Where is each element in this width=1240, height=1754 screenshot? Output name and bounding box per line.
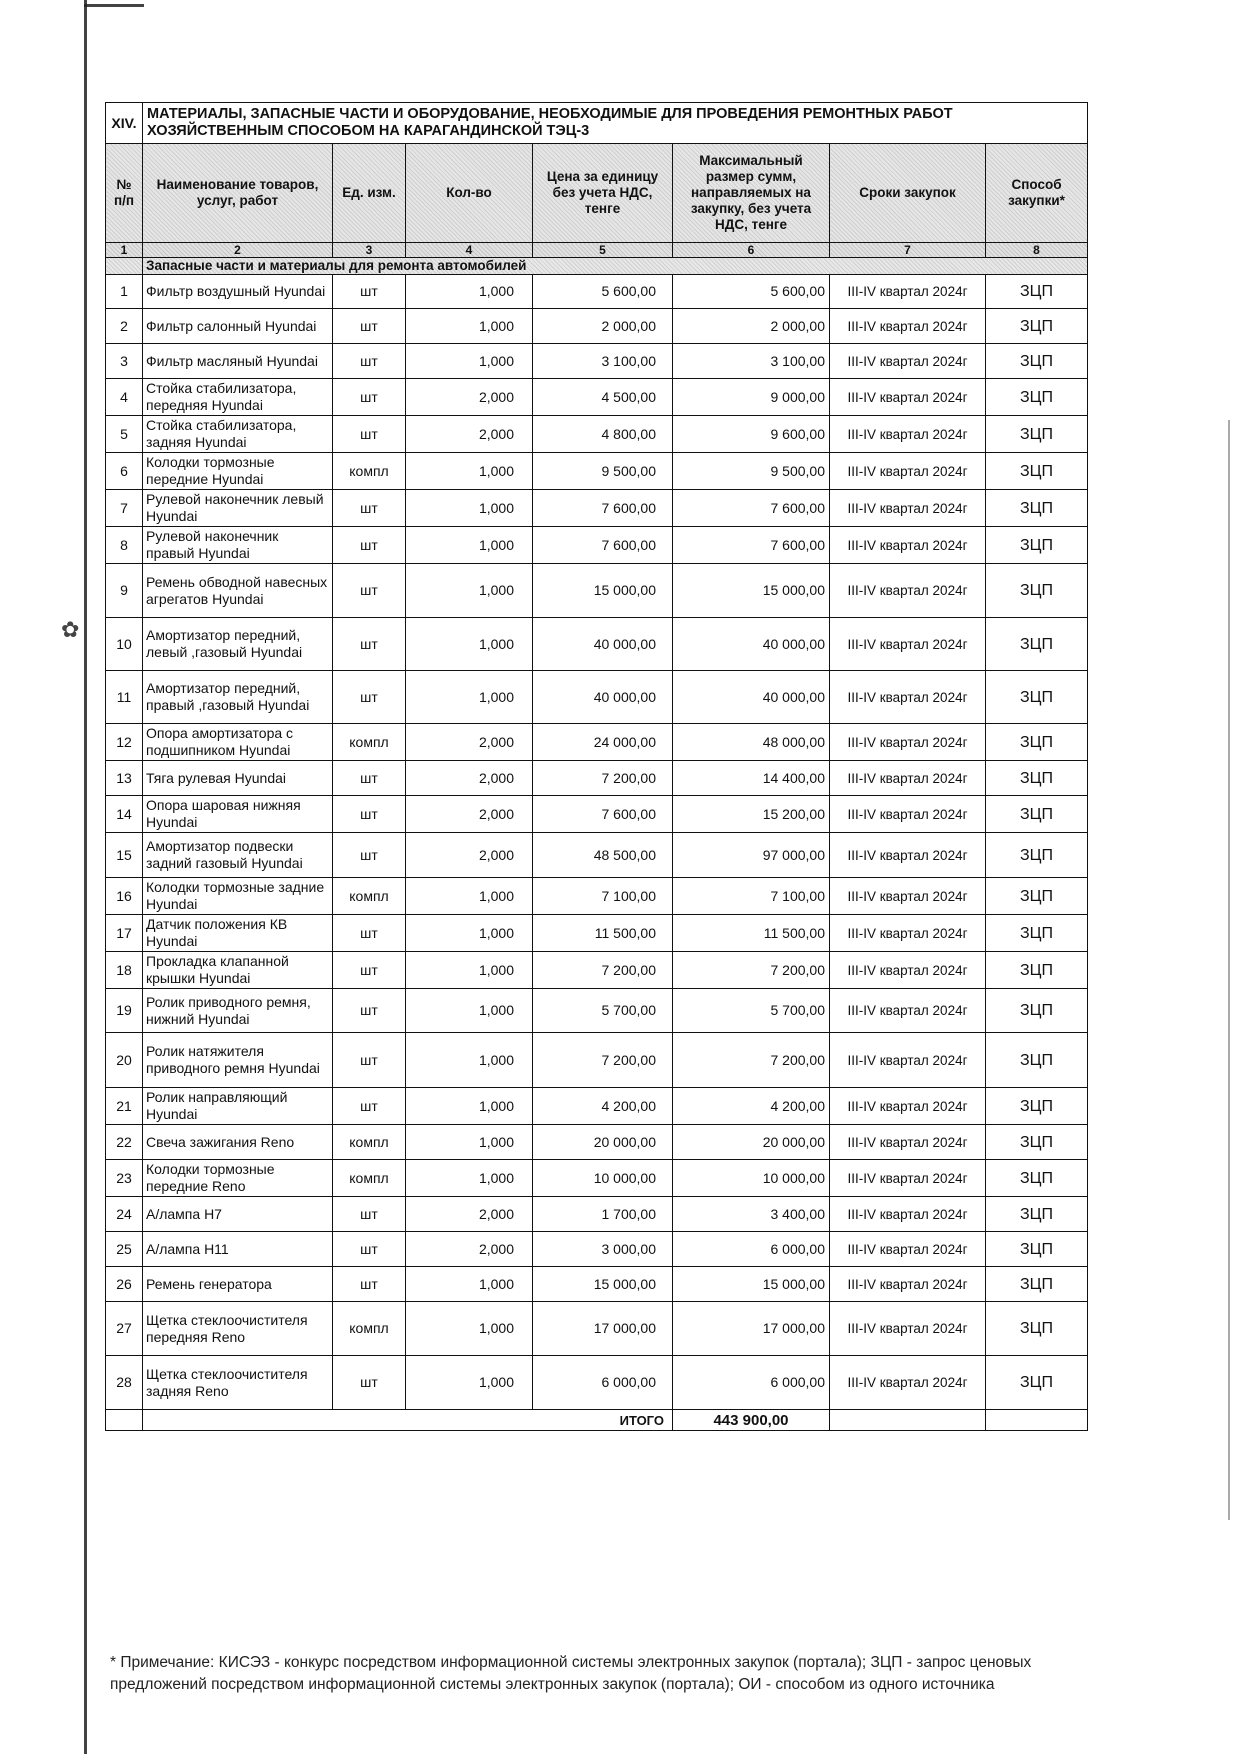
procurement-method: ЗЦП: [986, 915, 1088, 952]
column-number: 7: [830, 243, 986, 258]
section-number: XIV.: [106, 103, 143, 144]
procurement-term: III-IV квартал 2024г: [830, 618, 986, 671]
unit-price: 4 200,00: [533, 1088, 673, 1125]
table-row: [106, 952, 1088, 989]
unit: шт: [333, 1033, 406, 1088]
quantity: 1,000: [406, 309, 533, 344]
row-number: 7: [106, 490, 143, 527]
unit: шт: [333, 989, 406, 1033]
procurement-term: III-IV квартал 2024г: [830, 490, 986, 527]
quantity: 1,000: [406, 1267, 533, 1302]
item-name: Свеча зажигания Reno: [143, 1125, 333, 1160]
row-number: 22: [106, 1125, 143, 1160]
unit-price: 4 500,00: [533, 379, 673, 416]
unit-price: 7 600,00: [533, 796, 673, 833]
item-name: Амортизатор передний, левый ,газовый Hyundai: [143, 618, 333, 671]
max-sum: 97 000,00: [673, 833, 830, 878]
procurement-method: ЗЦП: [986, 878, 1088, 915]
unit: шт: [333, 671, 406, 724]
column-number: 1: [106, 243, 143, 258]
max-sum: 7 600,00: [673, 527, 830, 564]
row-number: 20: [106, 1033, 143, 1088]
unit-price: 20 000,00: [533, 1125, 673, 1160]
item-name: Фильтр салонный Hyundai: [143, 309, 333, 344]
column-number: 6: [673, 243, 830, 258]
quantity: 2,000: [406, 1197, 533, 1232]
total-spacer: [106, 1410, 143, 1431]
item-name: Ролик приводного ремня, нижний Hyundai: [143, 989, 333, 1033]
quantity: 1,000: [406, 952, 533, 989]
item-name: Рулевой наконечник левый Hyundai: [143, 490, 333, 527]
procurement-method: ЗЦП: [986, 564, 1088, 618]
unit-price: 2 000,00: [533, 309, 673, 344]
quantity: 2,000: [406, 416, 533, 453]
procurement-term: III-IV квартал 2024г: [830, 989, 986, 1033]
header-no: № п/п: [106, 144, 143, 243]
quantity: 1,000: [406, 671, 533, 724]
table-row: [106, 344, 1088, 379]
procurement-method: ЗЦП: [986, 952, 1088, 989]
procurement-term: III-IV квартал 2024г: [830, 1160, 986, 1197]
table-row: [106, 379, 1088, 416]
max-sum: 5 600,00: [673, 275, 830, 309]
max-sum: 4 200,00: [673, 1088, 830, 1125]
row-number: 10: [106, 618, 143, 671]
item-name: Амортизатор передний, правый ,газовый Hyundai: [143, 671, 333, 724]
max-sum: 40 000,00: [673, 618, 830, 671]
procurement-term: III-IV квартал 2024г: [830, 1033, 986, 1088]
quantity: 1,000: [406, 1125, 533, 1160]
max-sum: 9 500,00: [673, 453, 830, 490]
procurement-term: III-IV квартал 2024г: [830, 527, 986, 564]
row-number: 25: [106, 1232, 143, 1267]
item-name: Прокладка клапанной крышки Hyundai: [143, 952, 333, 989]
column-header-row: [106, 144, 1088, 243]
row-number: 1: [106, 275, 143, 309]
unit: компл: [333, 1302, 406, 1356]
table-row: [106, 490, 1088, 527]
max-sum: 6 000,00: [673, 1232, 830, 1267]
table-row: [106, 1356, 1088, 1410]
row-number: 11: [106, 671, 143, 724]
unit-price: 3 000,00: [533, 1232, 673, 1267]
table-row: [106, 416, 1088, 453]
procurement-term: III-IV квартал 2024г: [830, 952, 986, 989]
max-sum: 9 000,00: [673, 379, 830, 416]
item-name: Колодки тормозные передние Hyundai: [143, 453, 333, 490]
section-header-row: [106, 103, 1088, 144]
procurement-method: ЗЦП: [986, 989, 1088, 1033]
unit: шт: [333, 416, 406, 453]
item-name: Щетка стеклоочистителя передняя Reno: [143, 1302, 333, 1356]
quantity: 1,000: [406, 453, 533, 490]
table-row: [106, 1267, 1088, 1302]
quantity: 1,000: [406, 1302, 533, 1356]
procurement-method: ЗЦП: [986, 671, 1088, 724]
quantity: 1,000: [406, 1160, 533, 1197]
quantity: 2,000: [406, 379, 533, 416]
unit-price: 11 500,00: [533, 915, 673, 952]
total-value: 443 900,00: [673, 1410, 830, 1431]
quantity: 2,000: [406, 724, 533, 761]
row-number: 2: [106, 309, 143, 344]
header-price: Цена за единицу без учета НДС, тенге: [533, 144, 673, 243]
row-number: 12: [106, 724, 143, 761]
procurement-term: III-IV квартал 2024г: [830, 1088, 986, 1125]
header-sum: Максимальный размер сумм, направляемых на закупку, без учета НДС, тенге: [673, 144, 830, 243]
procurement-term: III-IV квартал 2024г: [830, 796, 986, 833]
procurement-method: ЗЦП: [986, 1302, 1088, 1356]
procurement-method: ЗЦП: [986, 1356, 1088, 1410]
max-sum: 40 000,00: [673, 671, 830, 724]
unit: шт: [333, 527, 406, 564]
quantity: 1,000: [406, 878, 533, 915]
item-name: Тяга рулевая Hyundai: [143, 761, 333, 796]
item-name: Колодки тормозные передние Reno: [143, 1160, 333, 1197]
column-number-row: [106, 243, 1088, 258]
table-row: [106, 275, 1088, 309]
max-sum: 48 000,00: [673, 724, 830, 761]
quantity: 1,000: [406, 915, 533, 952]
unit: шт: [333, 1232, 406, 1267]
row-number: 6: [106, 453, 143, 490]
item-name: Ролик натяжителя приводного ремня Hyundai: [143, 1033, 333, 1088]
unit-price: 7 200,00: [533, 1033, 673, 1088]
procurement-method: ЗЦП: [986, 1088, 1088, 1125]
max-sum: 10 000,00: [673, 1160, 830, 1197]
item-name: Опора амортизатора с подшипником Hyundai: [143, 724, 333, 761]
procurement-method: ЗЦП: [986, 1197, 1088, 1232]
unit-price: 5 600,00: [533, 275, 673, 309]
unit-price: 48 500,00: [533, 833, 673, 878]
table-row: [106, 1125, 1088, 1160]
unit-price: 40 000,00: [533, 618, 673, 671]
procurement-method: ЗЦП: [986, 1160, 1088, 1197]
unit-price: 15 000,00: [533, 564, 673, 618]
procurement-method: ЗЦП: [986, 344, 1088, 379]
unit-price: 10 000,00: [533, 1160, 673, 1197]
row-number: 14: [106, 796, 143, 833]
footnote: * Примечание: КИСЭЗ - конкурс посредством информационной системы электронных закупок (портала); ЗЦП - запрос ценовых предложений посредством информационной системы электронных закупок (портала); ОИ - способом из одного источника: [110, 1654, 1032, 1693]
unit-price: 1 700,00: [533, 1197, 673, 1232]
table-row: [106, 833, 1088, 878]
scan-edge-top: [84, 4, 144, 7]
item-name: Фильтр масляный Hyundai: [143, 344, 333, 379]
unit: шт: [333, 618, 406, 671]
procurement-term: III-IV квартал 2024г: [830, 564, 986, 618]
quantity: 1,000: [406, 527, 533, 564]
row-number: 18: [106, 952, 143, 989]
unit-price: 9 500,00: [533, 453, 673, 490]
procurement-method: ЗЦП: [986, 833, 1088, 878]
max-sum: 2 000,00: [673, 309, 830, 344]
table-row: [106, 1160, 1088, 1197]
total-row: [106, 1410, 1088, 1431]
table-body: [106, 275, 1088, 1410]
row-number: 24: [106, 1197, 143, 1232]
max-sum: 7 200,00: [673, 952, 830, 989]
scan-edge-left: [84, 0, 87, 1754]
max-sum: 14 400,00: [673, 761, 830, 796]
unit: шт: [333, 833, 406, 878]
unit-price: 5 700,00: [533, 989, 673, 1033]
procurement-method: ЗЦП: [986, 453, 1088, 490]
quantity: 2,000: [406, 796, 533, 833]
unit-price: 15 000,00: [533, 1267, 673, 1302]
item-name: Ролик направляющий Hyundai: [143, 1088, 333, 1125]
unit: шт: [333, 1197, 406, 1232]
max-sum: 3 100,00: [673, 344, 830, 379]
item-name: Опора шаровая нижняя Hyundai: [143, 796, 333, 833]
unit-price: 17 000,00: [533, 1302, 673, 1356]
unit: компл: [333, 1125, 406, 1160]
procurement-method: ЗЦП: [986, 309, 1088, 344]
row-number: 27: [106, 1302, 143, 1356]
procurement-term: III-IV квартал 2024г: [830, 1302, 986, 1356]
procurement-term: III-IV квартал 2024г: [830, 453, 986, 490]
procurement-term: III-IV квартал 2024г: [830, 275, 986, 309]
procurement-term: III-IV квартал 2024г: [830, 379, 986, 416]
quantity: 1,000: [406, 490, 533, 527]
unit-price: 7 100,00: [533, 878, 673, 915]
table-row: [106, 1033, 1088, 1088]
quantity: 2,000: [406, 1232, 533, 1267]
max-sum: 7 600,00: [673, 490, 830, 527]
unit-price: 7 600,00: [533, 527, 673, 564]
unit-price: 7 600,00: [533, 490, 673, 527]
table-row: [106, 915, 1088, 952]
max-sum: 15 200,00: [673, 796, 830, 833]
unit-price: 7 200,00: [533, 952, 673, 989]
column-number: 5: [533, 243, 673, 258]
item-name: Фильтр воздушный Hyundai: [143, 275, 333, 309]
unit: компл: [333, 453, 406, 490]
table-row: [106, 527, 1088, 564]
unit: шт: [333, 952, 406, 989]
procurement-term: III-IV квартал 2024г: [830, 761, 986, 796]
unit: компл: [333, 1160, 406, 1197]
max-sum: 9 600,00: [673, 416, 830, 453]
row-number: 8: [106, 527, 143, 564]
max-sum: 6 000,00: [673, 1356, 830, 1410]
unit-price: 3 100,00: [533, 344, 673, 379]
unit: компл: [333, 878, 406, 915]
procurement-method: ЗЦП: [986, 1232, 1088, 1267]
procurement-term: III-IV квартал 2024г: [830, 1232, 986, 1267]
procurement-method: ЗЦП: [986, 416, 1088, 453]
margin-scribble-icon: ✿: [61, 617, 80, 642]
item-name: Колодки тормозные задние Hyundai: [143, 878, 333, 915]
header-method: Способ закупки*: [986, 144, 1088, 243]
table-row: [106, 564, 1088, 618]
quantity: 1,000: [406, 989, 533, 1033]
row-number: 15: [106, 833, 143, 878]
unit: шт: [333, 1356, 406, 1410]
column-number: 4: [406, 243, 533, 258]
procurement-method: ЗЦП: [986, 1125, 1088, 1160]
table-row: [106, 1088, 1088, 1125]
total-empty-method: [986, 1410, 1088, 1431]
procurement-method: ЗЦП: [986, 490, 1088, 527]
table-row: [106, 453, 1088, 490]
item-name: Щетка стеклоочистителя задняя Reno: [143, 1356, 333, 1410]
procurement-method: ЗЦП: [986, 761, 1088, 796]
unit: шт: [333, 1088, 406, 1125]
table-row: [106, 1197, 1088, 1232]
unit-price: 7 200,00: [533, 761, 673, 796]
unit-price: 4 800,00: [533, 416, 673, 453]
quantity: 2,000: [406, 833, 533, 878]
item-name: Амортизатор подвески задний газовый Hyundai: [143, 833, 333, 878]
unit-price: 24 000,00: [533, 724, 673, 761]
quantity: 1,000: [406, 344, 533, 379]
row-number: 4: [106, 379, 143, 416]
unit: шт: [333, 761, 406, 796]
procurement-method: ЗЦП: [986, 379, 1088, 416]
row-number: 21: [106, 1088, 143, 1125]
procurement-method: ЗЦП: [986, 796, 1088, 833]
item-name: Ремень генератора: [143, 1267, 333, 1302]
procurement-method: ЗЦП: [986, 724, 1088, 761]
procurement-method: ЗЦП: [986, 275, 1088, 309]
procurement-term: III-IV квартал 2024г: [830, 344, 986, 379]
table-row: [106, 309, 1088, 344]
item-name: Рулевой наконечник правый Hyundai: [143, 527, 333, 564]
table-row: [106, 1302, 1088, 1356]
row-number: 13: [106, 761, 143, 796]
table-row: [106, 761, 1088, 796]
quantity: 1,000: [406, 618, 533, 671]
section-title: МАТЕРИАЛЫ, ЗАПАСНЫЕ ЧАСТИ И ОБОРУДОВАНИЕ, НЕОБХОДИМЫЕ ДЛЯ ПРОВЕДЕНИЯ РЕМОНТНЫХ РАБОТ ХОЗЯЙСТВЕННЫМ СПОСОБОМ НА КАРАГАНДИНСКОЙ ТЭЦ-3: [143, 103, 1088, 144]
row-number: 26: [106, 1267, 143, 1302]
group-spacer: [106, 258, 143, 275]
header-qty: Кол-во: [406, 144, 533, 243]
unit-price: 6 000,00: [533, 1356, 673, 1410]
procurement-term: III-IV квартал 2024г: [830, 309, 986, 344]
unit: шт: [333, 915, 406, 952]
column-number: 2: [143, 243, 333, 258]
procurement-term: III-IV квартал 2024г: [830, 1267, 986, 1302]
quantity: 1,000: [406, 1088, 533, 1125]
scan-edge-right: [1228, 420, 1230, 1520]
quantity: 1,000: [406, 275, 533, 309]
quantity: 1,000: [406, 564, 533, 618]
header-term: Сроки закупок: [830, 144, 986, 243]
unit: шт: [333, 379, 406, 416]
table-row: [106, 1232, 1088, 1267]
unit: шт: [333, 564, 406, 618]
max-sum: 7 200,00: [673, 1033, 830, 1088]
table-row: [106, 989, 1088, 1033]
quantity: 1,000: [406, 1356, 533, 1410]
unit-price: 40 000,00: [533, 671, 673, 724]
max-sum: 7 100,00: [673, 878, 830, 915]
item-name: Стойка стабилизатора, передняя Hyundai: [143, 379, 333, 416]
item-name: А/лампа Н11: [143, 1232, 333, 1267]
group-header-row: [106, 258, 1088, 275]
unit: шт: [333, 1267, 406, 1302]
row-number: 5: [106, 416, 143, 453]
item-name: Ремень обводной навесных агрегатов Hyundai: [143, 564, 333, 618]
row-number: 17: [106, 915, 143, 952]
row-number: 9: [106, 564, 143, 618]
column-number: 8: [986, 243, 1088, 258]
max-sum: 17 000,00: [673, 1302, 830, 1356]
table-row: [106, 618, 1088, 671]
row-number: 16: [106, 878, 143, 915]
procurement-term: III-IV квартал 2024г: [830, 915, 986, 952]
column-number: 3: [333, 243, 406, 258]
unit: шт: [333, 275, 406, 309]
item-name: Датчик положения КВ Hyundai: [143, 915, 333, 952]
unit: компл: [333, 724, 406, 761]
procurement-term: III-IV квартал 2024г: [830, 1125, 986, 1160]
procurement-term: III-IV квартал 2024г: [830, 1197, 986, 1232]
unit: шт: [333, 796, 406, 833]
row-number: 19: [106, 989, 143, 1033]
table-row: [106, 671, 1088, 724]
table-row: [106, 796, 1088, 833]
procurement-term: III-IV квартал 2024г: [830, 833, 986, 878]
procurement-term: III-IV квартал 2024г: [830, 878, 986, 915]
procurement-term: III-IV квартал 2024г: [830, 416, 986, 453]
group-title: Запасные части и материалы для ремонта автомобилей: [143, 258, 1088, 275]
max-sum: 15 000,00: [673, 1267, 830, 1302]
row-number: 23: [106, 1160, 143, 1197]
max-sum: 5 700,00: [673, 989, 830, 1033]
quantity: 2,000: [406, 761, 533, 796]
item-name: А/лампа Н7: [143, 1197, 333, 1232]
table-row: [106, 878, 1088, 915]
header-unit: Ед. изм.: [333, 144, 406, 243]
item-name: Стойка стабилизатора, задняя Hyundai: [143, 416, 333, 453]
header-name: Наименование товаров, услуг, работ: [143, 144, 333, 243]
procurement-method: ЗЦП: [986, 1033, 1088, 1088]
unit: шт: [333, 490, 406, 527]
unit: шт: [333, 309, 406, 344]
max-sum: 11 500,00: [673, 915, 830, 952]
quantity: 1,000: [406, 1033, 533, 1088]
procurement-method: ЗЦП: [986, 527, 1088, 564]
table-row: [106, 724, 1088, 761]
procurement-term: III-IV квартал 2024г: [830, 671, 986, 724]
procurement-method: ЗЦП: [986, 618, 1088, 671]
row-number: 3: [106, 344, 143, 379]
unit: шт: [333, 344, 406, 379]
row-number: 28: [106, 1356, 143, 1410]
max-sum: 3 400,00: [673, 1197, 830, 1232]
procurement-term: III-IV квартал 2024г: [830, 1356, 986, 1410]
procurement-table: [105, 102, 1088, 1431]
procurement-method: ЗЦП: [986, 1267, 1088, 1302]
max-sum: 20 000,00: [673, 1125, 830, 1160]
max-sum: 15 000,00: [673, 564, 830, 618]
procurement-term: III-IV квартал 2024г: [830, 724, 986, 761]
total-label: ИТОГО: [143, 1410, 673, 1431]
total-empty-term: [830, 1410, 986, 1431]
